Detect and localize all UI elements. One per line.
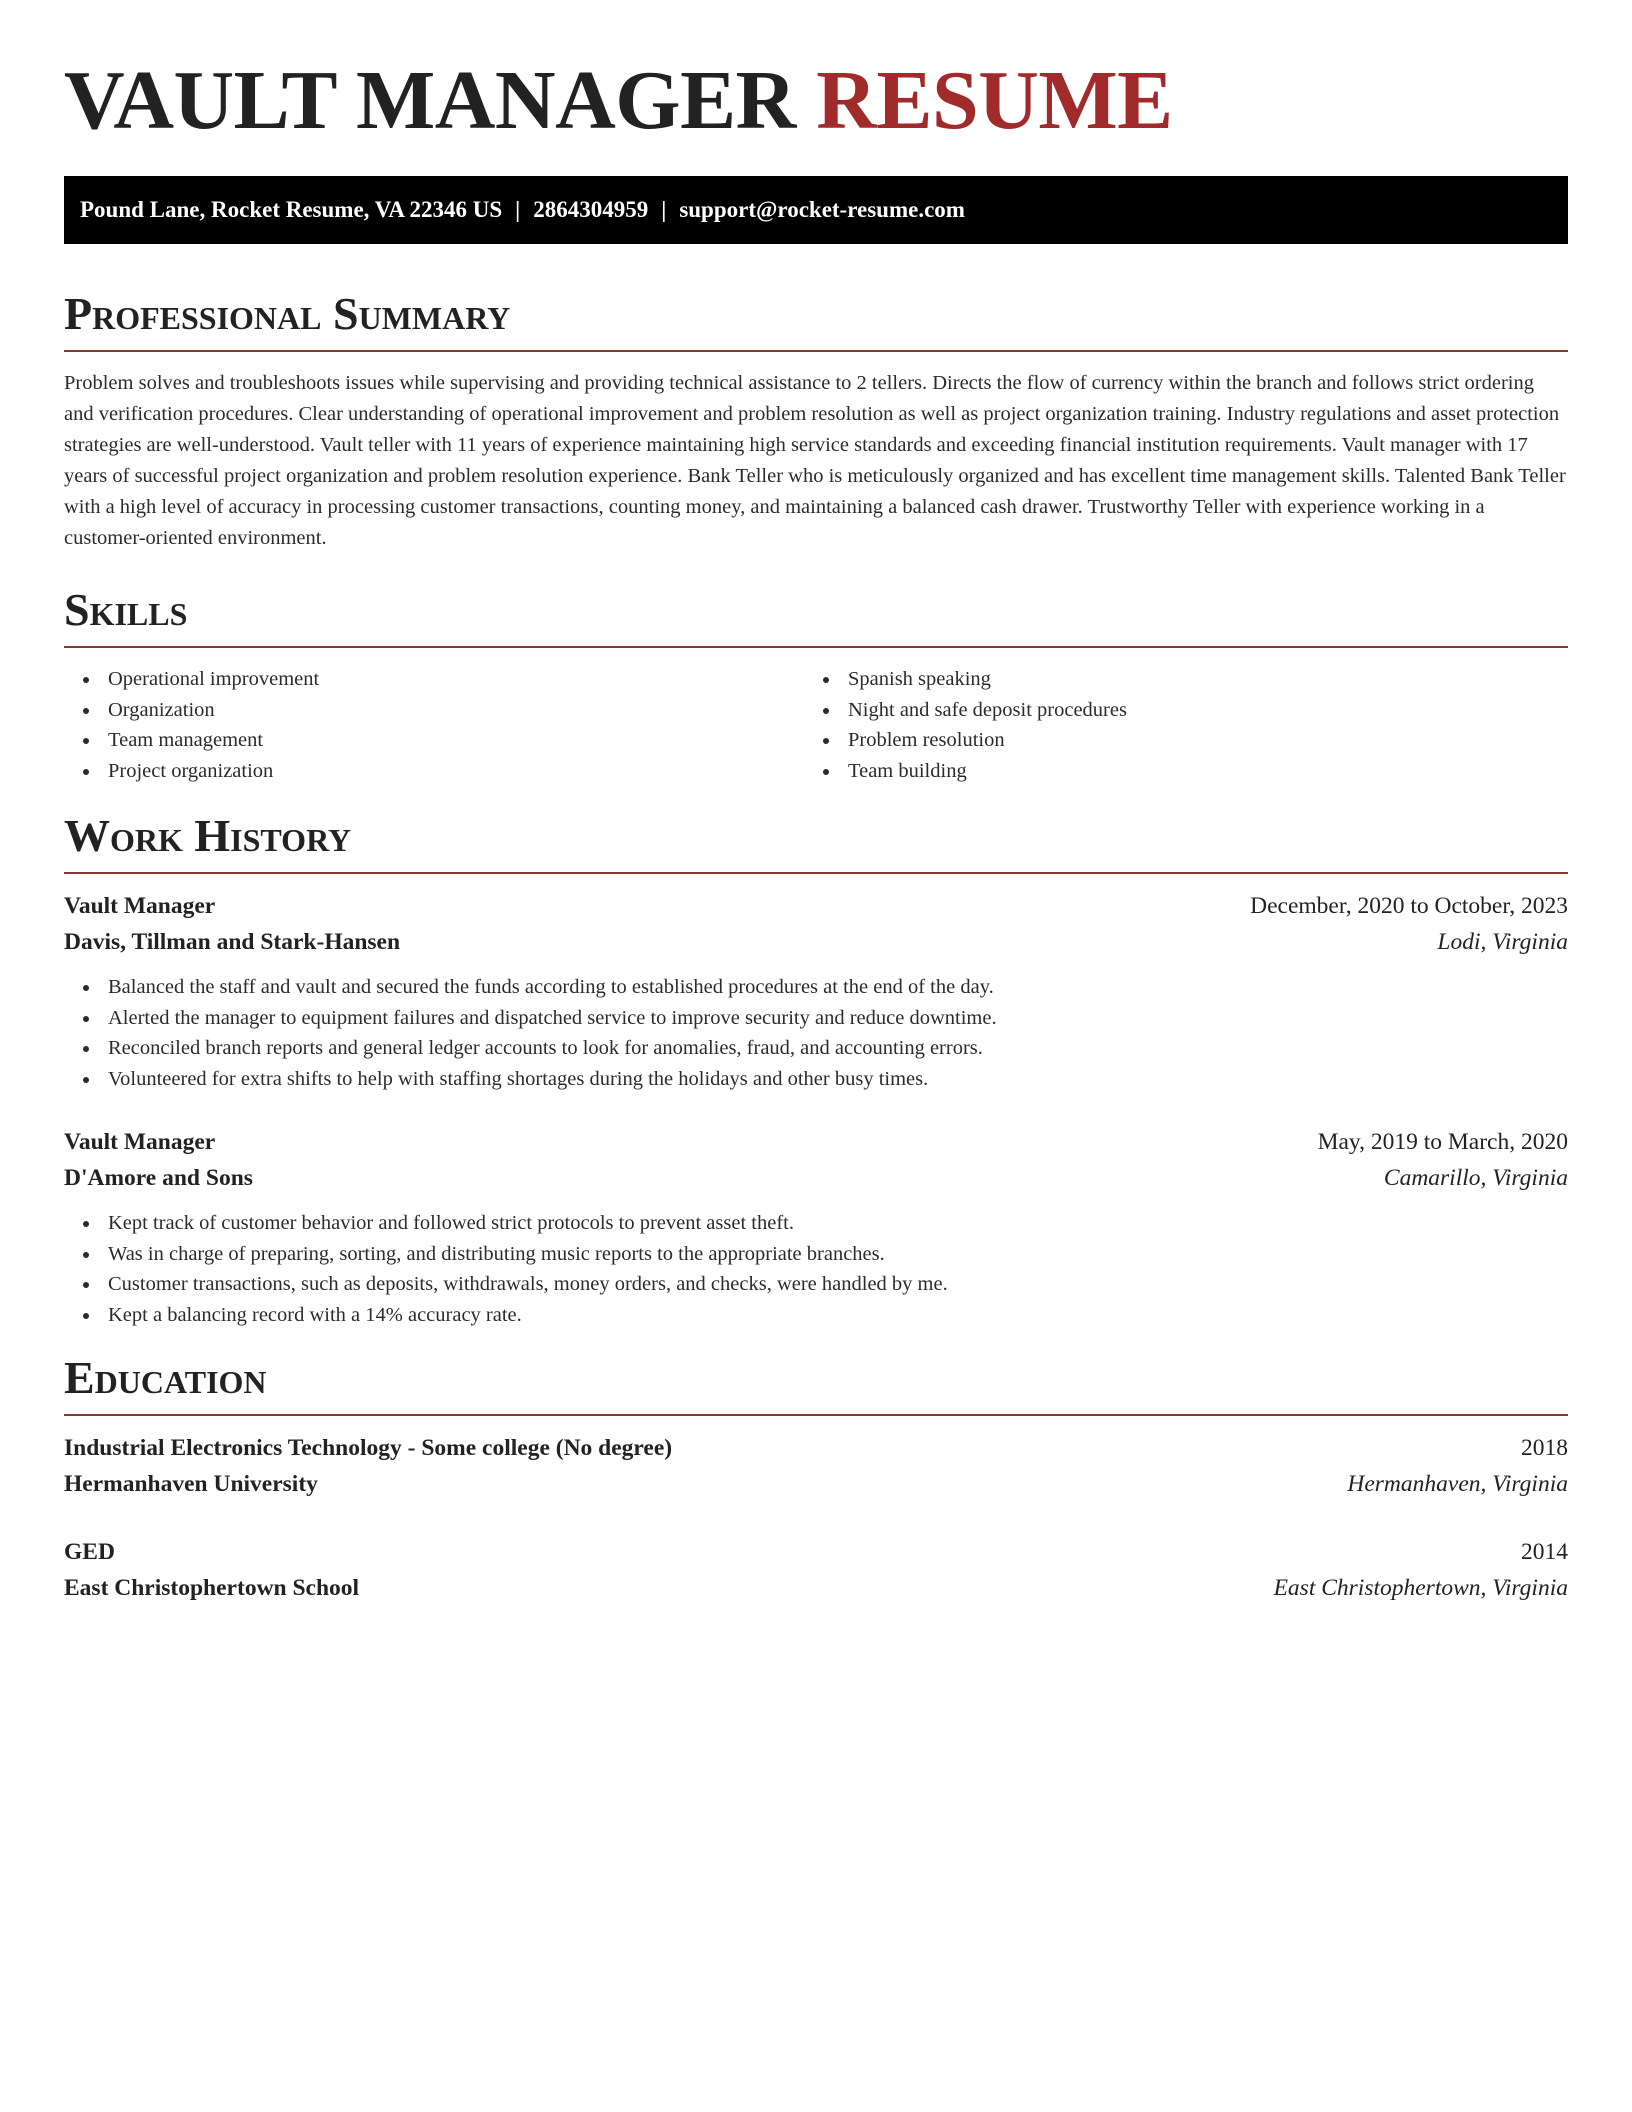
job-bullets bbox=[64, 1208, 1568, 1330]
job-bullets bbox=[64, 972, 1568, 1094]
skill-item: Project organization bbox=[64, 756, 804, 787]
job-bullet: Was in charge of preparing, sorting, and distributing music reports to the appropriate branches. bbox=[64, 1239, 1568, 1270]
section-title-work-history: Work History bbox=[64, 808, 1568, 874]
job-company-row bbox=[64, 924, 1568, 960]
job-location: Lodi, Virginia bbox=[1437, 929, 1568, 955]
skill-item: Night and safe deposit procedures bbox=[804, 695, 1544, 726]
resume-title bbox=[64, 0, 1568, 150]
job-entry bbox=[64, 1124, 1568, 1330]
section-title-professional-summary: Professional Summary bbox=[64, 286, 1568, 352]
job-bullet: Kept track of customer behavior and followed strict protocols to prevent asset theft. bbox=[64, 1208, 1568, 1239]
job-company-row bbox=[64, 1160, 1568, 1196]
job-header-row bbox=[64, 888, 1568, 924]
job-role: Vault Manager bbox=[64, 893, 216, 919]
contact-phone: 2864304959 bbox=[533, 197, 649, 222]
skill-item: Team building bbox=[804, 756, 1544, 787]
job-bullet: Volunteered for extra shifts to help with staffing shortages during the holidays and other busy times. bbox=[64, 1064, 1568, 1095]
resume-page bbox=[64, 0, 1568, 1606]
job-bullet: Kept a balancing record with a 14% accuracy rate. bbox=[64, 1300, 1568, 1331]
skill-item: Operational improvement bbox=[64, 664, 804, 695]
summary-text: Problem solves and troubleshoots issues while supervising and providing technical assistance to 2 tellers. Directs the flow of currency within the branch and follows strict ordering and verification procedures. Clear understanding of operational improvement and problem resolution as well as project organization training. Industry regulations and asset protection strategies are well-understood. Vault teller with 11 years of experience maintaining high service standards and exceeding financial institution requirements. Vault manager with 17 years of successful project organization and problem resolution experience. Bank Teller who is meticulously organized and has excellent time management skills. Talented Bank Teller with a high level of accuracy in processing customer transactions, counting money, and maintaining a balanced cash drawer. Trustworthy Teller with experience working in a customer-oriented environment. bbox=[64, 372, 1566, 549]
job-bullet: Customer transactions, such as deposits, withdrawals, money orders, and checks, were handled by me. bbox=[64, 1269, 1568, 1300]
skill-item: Organization bbox=[64, 695, 804, 726]
contact-address: Pound Lane, Rocket Resume, VA 22346 US bbox=[80, 197, 503, 222]
skills-column-right bbox=[804, 664, 1544, 786]
education-degree: GED bbox=[64, 1539, 115, 1565]
education-degree: Industrial Electronics Technology - Some college (No degree) bbox=[64, 1435, 673, 1461]
education-entry bbox=[64, 1430, 1568, 1502]
job-role: Vault Manager bbox=[64, 1129, 216, 1155]
job-entry bbox=[64, 888, 1568, 1094]
education-school: Hermanhaven University bbox=[64, 1471, 318, 1497]
skills-column-left bbox=[64, 664, 804, 786]
skills-grid bbox=[64, 664, 1568, 786]
skill-item: Spanish speaking bbox=[804, 664, 1544, 695]
skill-item: Problem resolution bbox=[804, 725, 1544, 756]
contact-bar bbox=[64, 176, 1568, 244]
contact-email: support@rocket-resume.com bbox=[679, 197, 965, 222]
job-bullet: Alerted the manager to equipment failures and dispatched service to improve security and reduce downtime. bbox=[64, 1003, 1568, 1034]
education-school-row bbox=[64, 1570, 1568, 1606]
job-dates: December, 2020 to October, 2023 bbox=[1250, 893, 1568, 919]
job-bullet: Balanced the staff and vault and secured the funds according to established procedures at the end of the day. bbox=[64, 972, 1568, 1003]
job-company: Davis, Tillman and Stark-Hansen bbox=[64, 929, 401, 955]
job-company: D'Amore and Sons bbox=[64, 1165, 253, 1191]
education-year: 2018 bbox=[1521, 1435, 1568, 1461]
skill-item: Team management bbox=[64, 725, 804, 756]
education-location: East Christophertown, Virginia bbox=[1273, 1575, 1568, 1601]
education-year: 2014 bbox=[1521, 1539, 1568, 1565]
section-title-skills: Skills bbox=[64, 582, 1568, 648]
job-location: Camarillo, Virginia bbox=[1383, 1165, 1568, 1191]
contact-separator: | bbox=[661, 197, 667, 222]
education-entry bbox=[64, 1534, 1568, 1606]
education-school-row bbox=[64, 1466, 1568, 1502]
title-accent: RESUME bbox=[816, 54, 1173, 147]
education-header-row bbox=[64, 1430, 1568, 1466]
job-header-row bbox=[64, 1124, 1568, 1160]
contact-separator: | bbox=[515, 197, 521, 222]
education-header-row bbox=[64, 1534, 1568, 1570]
education-location: Hermanhaven, Virginia bbox=[1347, 1471, 1568, 1497]
education-school: East Christophertown School bbox=[64, 1575, 360, 1601]
job-bullet: Reconciled branch reports and general ledger accounts to look for anomalies, fraud, and accounting errors. bbox=[64, 1033, 1568, 1064]
title-main: VAULT MANAGER bbox=[64, 54, 796, 147]
section-title-education: Education bbox=[64, 1350, 1568, 1416]
job-dates: May, 2019 to March, 2020 bbox=[1317, 1129, 1568, 1155]
